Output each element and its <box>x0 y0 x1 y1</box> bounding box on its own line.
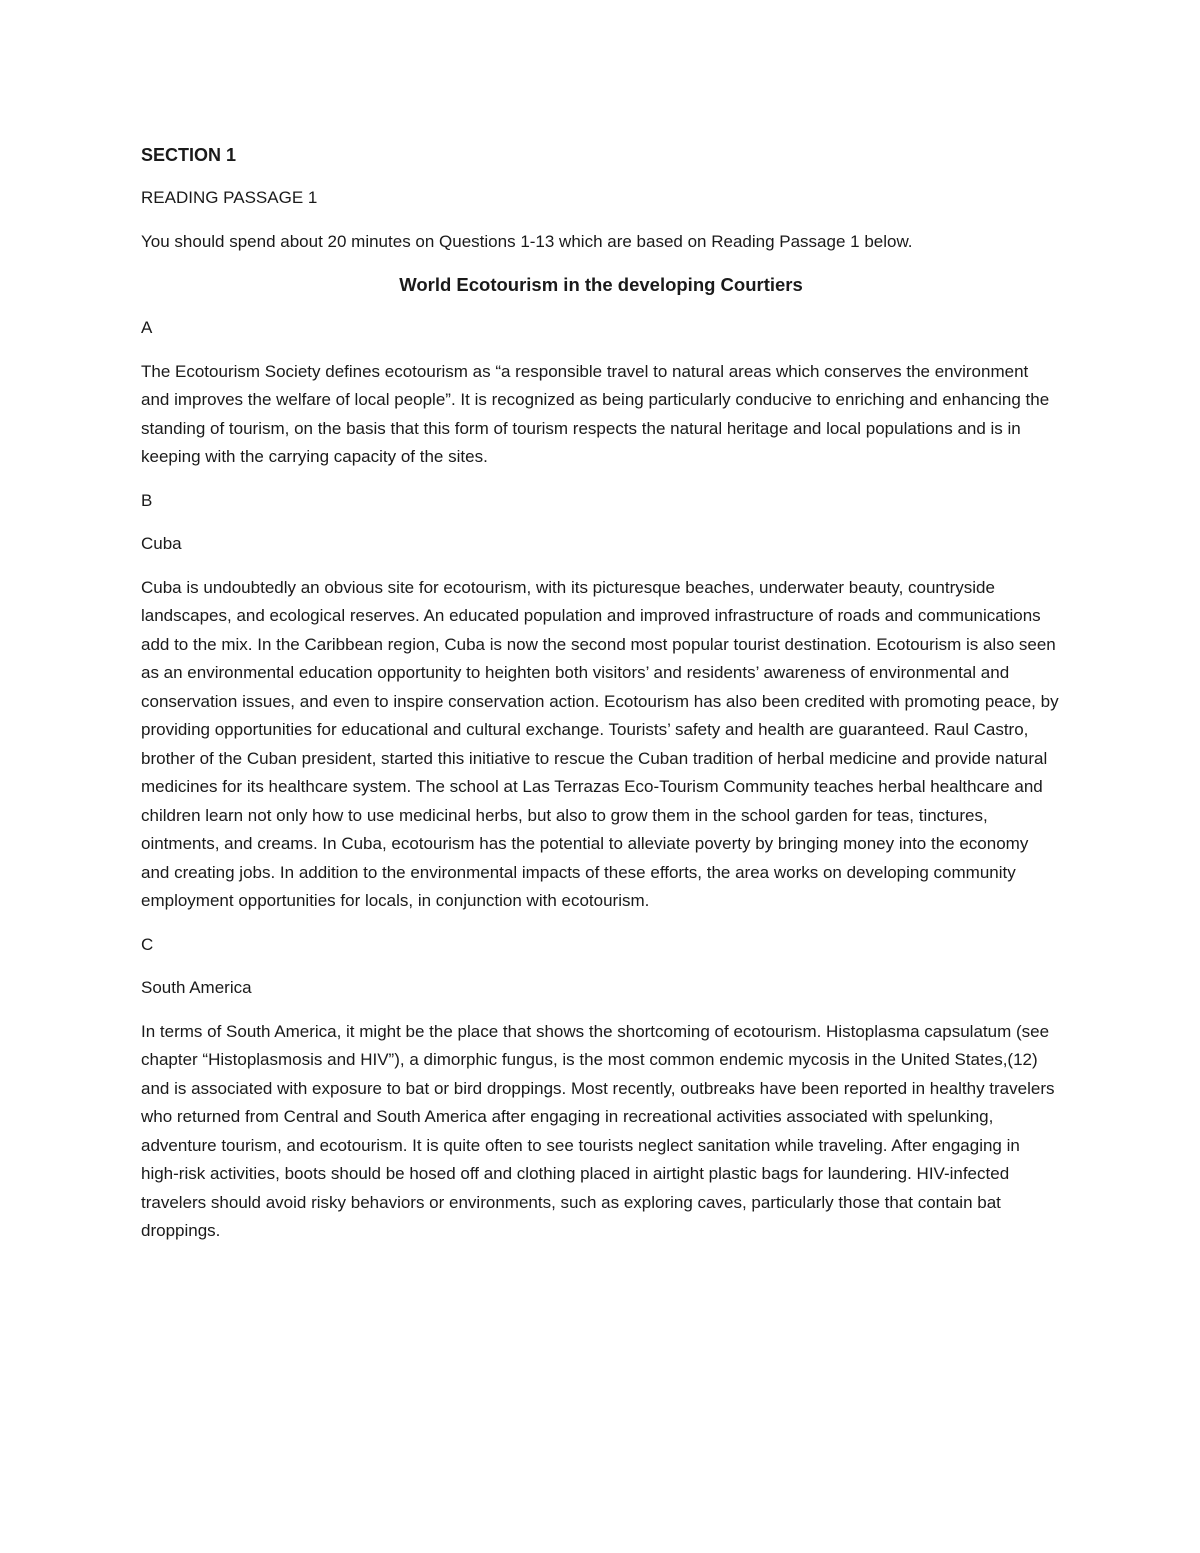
reading-passage-label: READING PASSAGE 1 <box>141 188 318 207</box>
instructions: You should spend about 20 minutes on Questions 1-13 which are based on Reading Passage 1 below. <box>141 231 913 251</box>
document-body <box>141 141 1061 1261</box>
section-heading: SECTION 1 <box>141 145 237 165</box>
paragraph-c-subheading: South America <box>141 978 252 997</box>
paragraph-letter-a: A <box>141 318 153 337</box>
paragraph-a: The Ecotourism Society defines ecotourism as “a responsible travel to natural areas which conserves the environment and improves the welfare of local people”. It is recognized as being particularly conducive to enriching and enhancing the standing of tourism, on the basis that this form of tourism respects the natural heritage and local populations and is in keeping with the carrying capacity of the sites. <box>141 361 1050 466</box>
paragraph-letter-c: C <box>141 934 154 954</box>
paragraph-letter-b: B <box>141 490 153 510</box>
paragraph-c: In terms of South America, it might be the place that shows the shortcoming of ecotourism. Histoplasma capsulatum (see chapter “Histoplasmosis and HIV”), a dimorphic fungus, is the most common endemic mycosis in the United States,(12) and is associated with exposure to bat or bird droppings. Most recently, outbreaks have been reported in healthy travelers who returned from Central and South America after engaging in recreational activities associated with spelunking, adventure tourism, and ecotourism. It is quite often to see tourists neglect sanitation while traveling. After engaging in high-risk activities, boots should be hosed off and clothing placed in airtight plastic bags for laundering. HIV-infected travelers should avoid risky behaviors or environments, such as exploring caves, particularly those that contain bat droppings. <box>141 1021 1055 1240</box>
paragraph-b-subheading: Cuba <box>141 534 182 553</box>
paragraph-b: Cuba is undoubtedly an obvious site for ecotourism, with its picturesque beaches, underwater beauty, countryside landscapes, and ecological reserves. An educated population and improved infrastructure of roads and communications add to the mix. In the Caribbean region, Cuba is now the second most popular tourist destination. Ecotourism is also seen as an environmental education opportunity to heighten both visitors’ and residents’ awareness of environmental and conservation issues, and even to inspire conservation action. Ecotourism has also been credited with promoting peace, by providing opportunities for educational and cultural exchange. Tourists’ safety and health are guaranteed. Raul Castro, brother of the Cuban president, started this initiative to rescue the Cuban tradition of herbal medicine and provide natural medicines for its healthcare system. The school at Las Terrazas Eco-Tourism Community teaches herbal healthcare and children learn not only how to use medicinal herbs, but also to grow them in the school garden for teas, tinctures, ointments, and creams. In Cuba, ecotourism has the potential to alleviate poverty by bringing money into the economy and creating jobs. In addition to the environmental impacts of these efforts, the area works on developing community employment opportunities for locals, in conjunction with ecotourism. <box>141 577 1059 910</box>
passage-title: World Ecotourism in the developing Courtiers <box>399 274 803 295</box>
